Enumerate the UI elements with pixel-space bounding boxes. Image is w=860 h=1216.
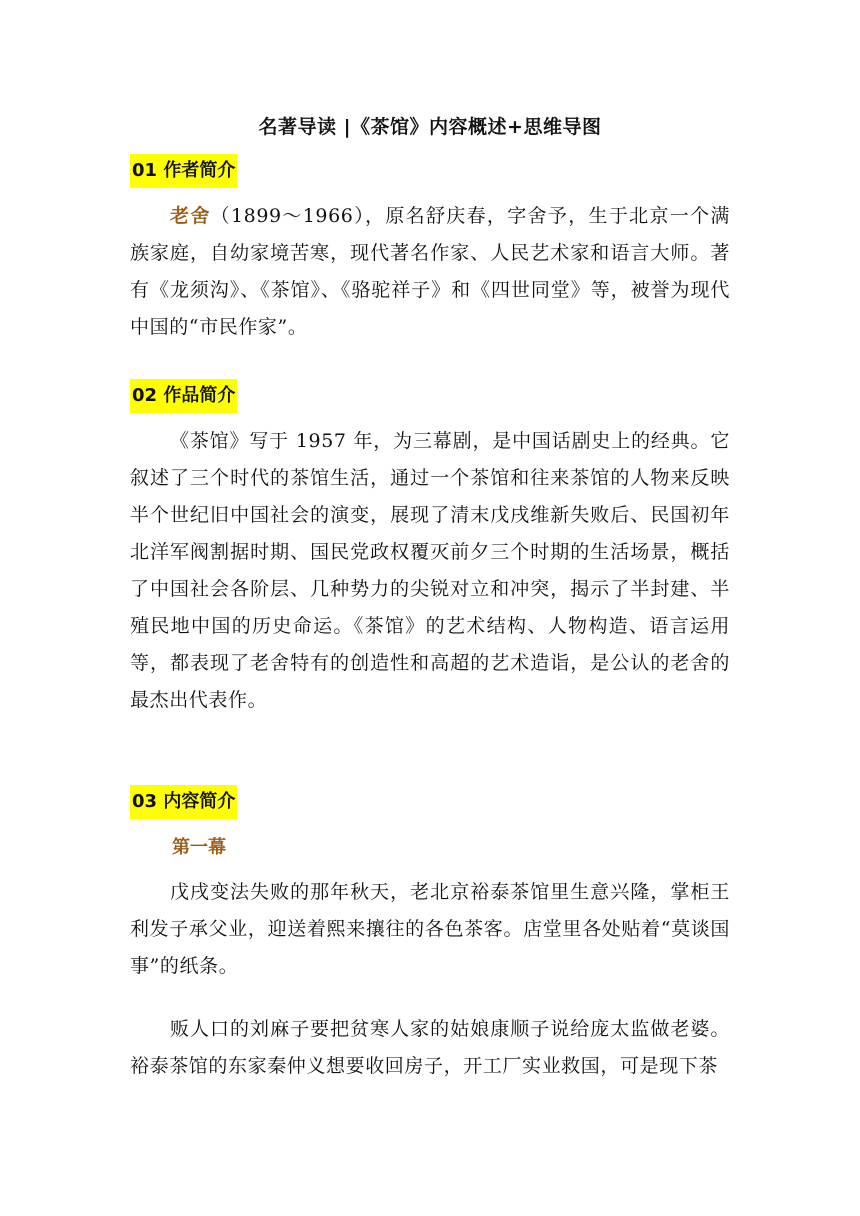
act-one-paragraph-2: 贩人口的刘麻子要把贫寒人家的姑娘康顺子说给庞太监做老婆。裕泰茶馆的东家秦仲义想要收回房子，开工厂实业救国，可是现下茶	[130, 1018, 730, 1077]
author-name: 老舍	[170, 205, 211, 227]
work-paragraph: 《茶馆》写于 1957 年，为三幕剧，是中国话剧史上的经典。它叙述了三个时代的茶馆生活，通过一个茶馆和往来茶馆的人物来反映半个世纪旧中国社会的演变，展现了清末戊戌维新失败后、民国初年北洋军阀割据时期、国民党政权覆灭前夕三个时期的生活场景，概括了中国社会各阶层、几种势力的尖锐对立和冲突，揭示了半封建、半殖民地中国的历史命运。《茶馆》的艺术结构、人物构造、语言运用等，都表现了老舍特有的创造性和高超的艺术造诣，是公认的老舍的最杰出代表作。	[130, 430, 730, 711]
act-one-title: 第一幕	[172, 837, 226, 858]
section-heading-author: 01 作者简介	[130, 154, 237, 188]
author-text: （1899～1966），原名舒庆春，字舍予，生于北京一个满族家庭，自幼家境苦寒，现代著名作家、人民艺术家和语言大师。著有《龙须沟》、《茶馆》、《骆驼祥子》和《四世同堂》等，被誉为现代中国的“市民作家”。	[130, 205, 731, 338]
section-heading-work: 02 作品简介	[130, 379, 237, 413]
act-one-paragraph-1: 戊戌变法失败的那年秋天，老北京裕泰茶馆里生意兴隆，掌柜王利发子承父业，迎送着熙来攘往的各色茶客。店堂里各处贴着“莫谈国事”的纸条。	[130, 881, 730, 977]
author-paragraph	[130, 198, 730, 346]
document-title: 名著导读 |《茶馆》内容概述+思维导图	[258, 116, 602, 138]
section-heading-content: 03 内容简介	[130, 785, 237, 819]
